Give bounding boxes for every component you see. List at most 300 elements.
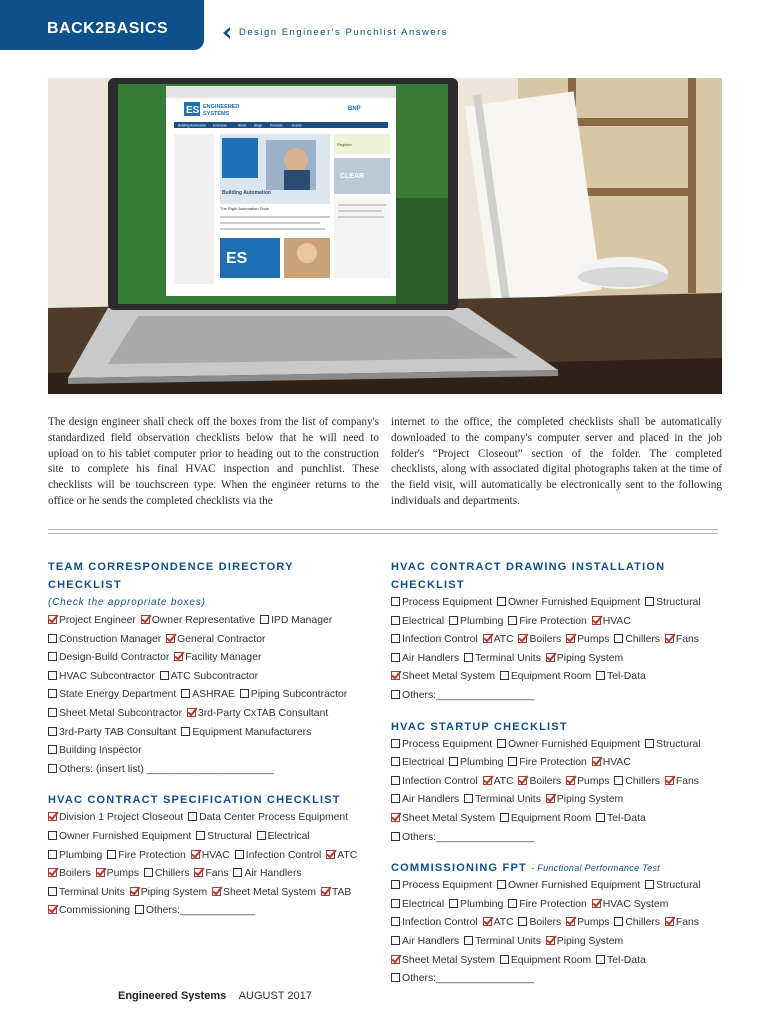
checkbox-icon[interactable] — [645, 739, 654, 748]
checkbox-icon[interactable] — [391, 776, 400, 785]
checklist-item-label: Owner Representative — [151, 615, 256, 626]
checklist-item[interactable] — [188, 812, 348, 823]
screen-nav-2: Enclosure — [213, 123, 228, 128]
checklist-item[interactable] — [48, 615, 136, 626]
checklist-item-label: Others:_____________ — [145, 905, 256, 917]
checkbox-icon[interactable] — [135, 905, 144, 914]
checklist-item[interactable] — [518, 776, 561, 787]
checked-checkbox-icon[interactable] — [48, 868, 57, 877]
commissioning-subtitle: - Functional Performance Test — [531, 863, 661, 874]
checkbox-icon[interactable] — [391, 597, 400, 606]
checkbox-icon[interactable] — [500, 955, 509, 964]
checkbox-icon[interactable] — [235, 850, 244, 859]
checked-checkbox-icon[interactable] — [326, 850, 335, 859]
page-subtitle: Design Engineer's Punchlist Answers — [239, 27, 449, 38]
checklist-item[interactable] — [233, 868, 301, 879]
checkbox-icon[interactable] — [48, 850, 57, 859]
checklist-item[interactable] — [614, 776, 660, 787]
section-tab — [0, 0, 204, 50]
checklist-item-label: Air Handlers — [244, 868, 302, 880]
screen-banner-headline: Building Automation — [222, 190, 271, 196]
checked-checkbox-icon[interactable] — [48, 905, 57, 914]
checklist-item[interactable] — [181, 689, 235, 700]
checklist-item[interactable] — [391, 616, 444, 627]
checked-checkbox-icon[interactable] — [546, 936, 555, 945]
team-checklist-items — [48, 612, 370, 779]
checked-checkbox-icon[interactable] — [483, 917, 492, 926]
checkbox-icon[interactable] — [500, 671, 509, 680]
checkbox-icon[interactable] — [614, 917, 623, 926]
checklist-item-label: Owner Furnished Equipment — [508, 597, 641, 608]
checked-checkbox-icon[interactable] — [566, 776, 575, 785]
checklist-item-label: Terminal Units — [475, 652, 541, 664]
checkbox-icon[interactable] — [645, 880, 654, 889]
checklist-item-label: Data Center Process Equipment — [199, 812, 349, 824]
checklist-item[interactable] — [464, 653, 541, 664]
checklist-item-label: Structural — [656, 738, 701, 750]
checked-checkbox-icon[interactable] — [483, 634, 492, 643]
checked-checkbox-icon[interactable] — [546, 794, 555, 803]
checklist-item[interactable] — [141, 615, 255, 626]
checklist-item[interactable] — [483, 776, 514, 787]
checklist-item[interactable] — [240, 689, 347, 700]
checklist-item[interactable] — [665, 776, 699, 787]
checkbox-icon[interactable] — [464, 794, 473, 803]
checklist-item-label: Construction Manager — [59, 633, 162, 645]
section-divider — [48, 529, 718, 530]
checkbox-icon[interactable] — [188, 812, 197, 821]
checked-checkbox-icon[interactable] — [321, 887, 330, 896]
checklist-item-label: Facility Manager — [185, 652, 262, 664]
checklist-item[interactable] — [48, 887, 125, 898]
checklist-item[interactable] — [48, 850, 102, 861]
checked-checkbox-icon[interactable] — [212, 887, 221, 896]
checklist-item[interactable] — [596, 671, 646, 682]
checkbox-icon[interactable] — [508, 616, 517, 625]
checklist-item[interactable] — [160, 671, 259, 682]
intro-paragraph-right: internet to the office, the completed checklists shall be automatically downloaded to the company's computer server and placed in the job folder's “Project Closeout” section of the folder. The completed checklists, along with associated digital photographs taken at the time of the field visit, will automatically be electronically sent to the following individuals and departments. — [391, 416, 722, 507]
checklist-item[interactable] — [546, 936, 623, 947]
checkbox-icon[interactable] — [497, 880, 506, 889]
checklist-item[interactable] — [391, 671, 495, 682]
checkbox-icon[interactable] — [260, 615, 269, 624]
checklist-item[interactable] — [665, 917, 699, 928]
checked-checkbox-icon[interactable] — [483, 776, 492, 785]
checklist-item-label: State Energy Department — [59, 689, 177, 701]
checklist-item-label: Fire Protection — [519, 615, 587, 627]
screen-nav-5: Products — [270, 123, 283, 128]
checklist-item-label: Plumbing — [460, 898, 504, 910]
checklist-item[interactable] — [48, 905, 130, 916]
checklist-item-label: Air Handlers — [402, 935, 460, 947]
checked-checkbox-icon[interactable] — [48, 812, 57, 821]
checklist-item[interactable] — [566, 634, 609, 645]
checkbox-icon[interactable] — [645, 597, 654, 606]
checked-checkbox-icon[interactable] — [96, 868, 105, 877]
checked-checkbox-icon[interactable] — [391, 813, 400, 822]
checklist-item[interactable] — [391, 690, 534, 701]
checkbox-icon[interactable] — [614, 776, 623, 785]
checked-checkbox-icon[interactable] — [592, 616, 601, 625]
checkbox-icon[interactable] — [48, 652, 57, 661]
checklist-item[interactable] — [391, 634, 478, 645]
checklist-item[interactable] — [464, 936, 541, 947]
checklist-item-label: Tel-Data — [607, 812, 646, 824]
checked-checkbox-icon[interactable] — [391, 671, 400, 680]
checkbox-icon[interactable] — [48, 764, 57, 773]
checklist-item[interactable] — [391, 597, 492, 608]
checklist-item[interactable] — [96, 868, 139, 879]
checkbox-icon[interactable] — [48, 887, 57, 896]
checkbox-icon[interactable] — [449, 757, 458, 766]
checklist-item[interactable] — [212, 887, 316, 898]
checkbox-icon[interactable] — [449, 616, 458, 625]
checkbox-icon[interactable] — [449, 899, 458, 908]
checklist-item[interactable] — [645, 739, 700, 750]
checklist-item[interactable] — [391, 899, 444, 910]
checklist-item-label: Equipment Manufacturers — [192, 726, 312, 738]
checklist-item[interactable] — [508, 757, 587, 768]
checklist-item[interactable] — [391, 757, 444, 768]
checklist-item-label: Structural — [207, 830, 252, 842]
checkbox-icon[interactable] — [391, 917, 400, 926]
checklist-item-label: Others:_________________ — [402, 831, 535, 843]
spec-checklist-items — [48, 809, 370, 921]
checklist-item-label: Others:_________________ — [402, 973, 535, 985]
checkbox-icon[interactable] — [107, 850, 116, 859]
checklist-item[interactable] — [194, 868, 228, 879]
checklist-item[interactable] — [391, 813, 495, 824]
checklist-item-label: Owner Furnished Equipment — [508, 738, 641, 750]
checklist-item[interactable] — [235, 850, 322, 861]
checkbox-icon[interactable] — [391, 973, 400, 982]
checklist-item-label: Sheet Metal System — [223, 886, 317, 898]
checkbox-icon[interactable] — [464, 653, 473, 662]
checkbox-icon[interactable] — [391, 880, 400, 889]
checklist-item[interactable] — [483, 917, 514, 928]
checklist-item-label: Others: (insert list) ______________________ — [59, 763, 274, 775]
checked-checkbox-icon[interactable] — [518, 776, 527, 785]
checklist-item[interactable] — [497, 597, 640, 608]
chevron-left-icon — [220, 26, 234, 40]
checklist-item[interactable] — [321, 887, 351, 898]
checklist-item[interactable] — [592, 616, 631, 627]
checklist-item[interactable] — [48, 764, 274, 775]
checklist-item-label: Boilers — [529, 917, 562, 929]
checkbox-icon[interactable] — [500, 813, 509, 822]
checkbox-icon[interactable] — [48, 689, 57, 698]
checklist-item-label: Sheet Metal System — [402, 671, 495, 683]
checkbox-icon[interactable] — [464, 936, 473, 945]
checkbox-icon[interactable] — [508, 899, 517, 908]
checklist-item-label: Fire Protection — [519, 898, 587, 910]
checklist-item-label: Owner Furnished Equipment — [508, 880, 641, 892]
laptop-photo — [48, 78, 722, 394]
checkbox-icon[interactable] — [518, 917, 527, 926]
checklist-item[interactable] — [497, 739, 640, 750]
checkbox-icon[interactable] — [391, 616, 400, 625]
checklist-item[interactable] — [48, 689, 176, 700]
checked-checkbox-icon[interactable] — [546, 653, 555, 662]
checked-checkbox-icon[interactable] — [518, 634, 527, 643]
checklist-item-label: IPD Manager — [271, 615, 333, 626]
checkbox-icon[interactable] — [596, 955, 605, 964]
checklist-item[interactable] — [391, 936, 459, 947]
checklist-item-label: Tel-Data — [607, 954, 646, 966]
checklist-item-label: Fans — [205, 868, 229, 880]
checklist-item[interactable] — [181, 727, 311, 738]
checklist-item-label: Air Handlers — [402, 652, 460, 664]
checkbox-icon[interactable] — [233, 868, 242, 877]
checklist-item[interactable] — [592, 899, 669, 910]
checklist-item-label: Others:_________________ — [402, 689, 535, 701]
screen-article-headline: The Right Automation Tools — [220, 206, 269, 211]
checklist-item-label: Fans — [675, 775, 700, 787]
checklist-item[interactable] — [174, 652, 261, 663]
checklist-item-label: Boilers — [529, 634, 562, 646]
checklist-item[interactable] — [508, 616, 587, 627]
screen-nav-6: Events — [292, 123, 302, 128]
checklist-item[interactable] — [508, 899, 587, 910]
checkbox-icon[interactable] — [497, 739, 506, 748]
checklist-item[interactable] — [546, 653, 623, 664]
checklist-item[interactable] — [48, 708, 182, 719]
checklist-item[interactable] — [500, 813, 591, 824]
screen-nav-1: Building Automation — [178, 123, 207, 128]
checklist-item-label: Pumps — [577, 917, 610, 929]
checkbox-icon[interactable] — [391, 899, 400, 908]
checkbox-icon[interactable] — [48, 708, 57, 717]
checklist-item-label: ATC — [493, 775, 514, 787]
checklist-item-label: ATC — [493, 634, 514, 646]
checklist-item[interactable] — [497, 880, 640, 891]
checked-checkbox-icon[interactable] — [391, 955, 400, 964]
checklist-item-label: Pumps — [577, 775, 610, 787]
checklist-item[interactable] — [645, 880, 700, 891]
checked-checkbox-icon[interactable] — [141, 615, 150, 624]
checkbox-icon[interactable] — [257, 831, 266, 840]
checkbox-icon[interactable] — [160, 671, 169, 680]
checklist-item[interactable] — [449, 616, 503, 627]
checklist-item-label: Pumps — [577, 634, 610, 646]
checkbox-icon[interactable] — [144, 868, 153, 877]
checkbox-icon[interactable] — [196, 831, 205, 840]
checked-checkbox-icon[interactable] — [592, 899, 601, 908]
checklist-item-label: Design-Build Contractor — [59, 652, 170, 664]
checklist-item[interactable] — [546, 794, 623, 805]
checklist-item-label: Process Equipment — [402, 880, 493, 892]
checklist-item-label: HVAC — [201, 849, 230, 861]
checklist-item[interactable] — [48, 671, 155, 682]
checklist-item-label: Equipment Room — [510, 671, 592, 683]
screen-logo-word-1: ENGINEERED — [203, 104, 240, 110]
checklist-item-label: Infection Control — [245, 849, 322, 861]
checkbox-icon[interactable] — [48, 745, 57, 754]
section-title: BACK2BASICS — [47, 20, 169, 37]
checklist-item[interactable] — [48, 652, 169, 663]
checkbox-icon[interactable] — [391, 634, 400, 643]
checklist-item[interactable] — [566, 917, 609, 928]
checklist-item-label: HVAC System — [602, 898, 669, 910]
screen-side-banner: CLEAR — [340, 173, 365, 180]
checklist-item-label: Infection Control — [402, 775, 478, 787]
checked-checkbox-icon[interactable] — [191, 850, 200, 859]
checklist-item-label: Piping Subcontractor — [250, 689, 348, 701]
checklist-item[interactable] — [518, 634, 561, 645]
commissioning-checklist-items — [391, 877, 723, 989]
checklist-item-label: Electrical — [267, 830, 310, 842]
checklist-item[interactable] — [464, 794, 541, 805]
checklist-item-label: Process Equipment — [402, 738, 493, 750]
checklist-item[interactable] — [326, 850, 357, 861]
checklist-item-label: Boilers — [529, 775, 562, 787]
checklist-item-label: Plumbing — [460, 615, 504, 627]
checklist-item-label: Chillers — [625, 917, 661, 929]
checked-checkbox-icon[interactable] — [194, 868, 203, 877]
checklist-item[interactable] — [391, 917, 478, 928]
checklist-item[interactable] — [391, 739, 492, 750]
checklist-item[interactable] — [130, 887, 207, 898]
checkbox-icon[interactable] — [391, 832, 400, 841]
checklist-item[interactable] — [135, 905, 255, 916]
commissioning-checklist-title — [391, 859, 723, 877]
checkbox-icon[interactable] — [181, 689, 190, 698]
checklist-item-label: ATC — [337, 849, 358, 861]
checkbox-icon[interactable] — [508, 757, 517, 766]
checked-checkbox-icon[interactable] — [665, 917, 674, 926]
checklist-item-label: Commissioning — [59, 905, 131, 917]
checklist-item[interactable] — [645, 597, 700, 608]
checklist-item-label: Piping System — [140, 886, 208, 898]
checklist-item-label: Terminal Units — [475, 794, 541, 806]
checklist-item[interactable] — [391, 776, 478, 787]
checklist-item[interactable] — [191, 850, 230, 861]
checklist-item[interactable] — [483, 634, 514, 645]
checkbox-icon[interactable] — [391, 690, 400, 699]
checkbox-icon[interactable] — [614, 634, 623, 643]
intro-paragraph-left: The design engineer shall check off the boxes from the list of company's standardized field observation checklists below that he will need to upload on to his tablet computer prior to heading out to the construction site to complete his final HVAC inspection and punchlist. These checklists will be touchscreen type. When the engineer returns to the office or he sends the completed checklists via the — [48, 416, 379, 507]
checkbox-icon[interactable] — [391, 757, 400, 766]
screen-nav-3: News — [238, 123, 246, 128]
checklist-item[interactable] — [449, 899, 503, 910]
checked-checkbox-icon[interactable] — [166, 634, 175, 643]
checklist-item[interactable] — [257, 831, 310, 842]
checked-checkbox-icon[interactable] — [665, 634, 674, 643]
checklist-item[interactable] — [391, 973, 534, 984]
checked-checkbox-icon[interactable] — [566, 634, 575, 643]
checked-checkbox-icon[interactable] — [566, 917, 575, 926]
checklist-item-label: HVAC — [602, 757, 631, 769]
checklist-item[interactable] — [566, 776, 609, 787]
checked-checkbox-icon[interactable] — [174, 652, 183, 661]
checkbox-icon[interactable] — [48, 727, 57, 736]
screen-bnp-logo: BNP — [348, 106, 361, 112]
checklist-item[interactable] — [391, 880, 492, 891]
checkbox-icon[interactable] — [48, 831, 57, 840]
checklist-item[interactable] — [166, 634, 265, 645]
checkbox-icon[interactable] — [48, 634, 57, 643]
checklist-item-label: Fire Protection — [118, 849, 186, 861]
startup-checklist-items — [391, 736, 723, 848]
checklist-item[interactable] — [518, 917, 561, 928]
checklist-item-label: Infection Control — [402, 634, 478, 646]
checked-checkbox-icon[interactable] — [592, 757, 601, 766]
checklist-item-label: Owner Furnished Equipment — [59, 830, 192, 842]
checklist-item[interactable] — [596, 813, 646, 824]
checkbox-icon[interactable] — [240, 689, 249, 698]
checkbox-icon[interactable] — [596, 813, 605, 822]
drawing-checklist-items — [391, 594, 723, 706]
checklist-item[interactable] — [391, 955, 495, 966]
checklist-item-label: Chillers — [154, 868, 190, 880]
checklist-item-label: Tel-Data — [607, 671, 646, 683]
checklist-item-label: General Contractor — [177, 633, 266, 645]
checkbox-icon[interactable] — [391, 794, 400, 803]
checked-checkbox-icon[interactable] — [130, 887, 139, 896]
checklist-item-label: 3rd-Party CxTAB Consultant — [197, 707, 329, 719]
footer-date: AUGUST 2017 — [238, 990, 312, 1002]
checkbox-icon[interactable] — [391, 936, 400, 945]
checkbox-icon[interactable] — [391, 739, 400, 748]
checklist-item-label: Plumbing — [59, 849, 103, 861]
screen-side-promo: Register — [337, 142, 352, 147]
checklist-item[interactable] — [48, 831, 191, 842]
checklist-item[interactable] — [187, 708, 328, 719]
checklist-item[interactable] — [48, 727, 176, 738]
checklist-item-label: Process Equipment — [402, 597, 493, 608]
checked-checkbox-icon[interactable] — [665, 776, 674, 785]
checklist-item[interactable] — [449, 757, 503, 768]
checklist-item[interactable] — [260, 615, 332, 626]
screen-nav-4: Blogs — [254, 123, 262, 128]
checklist-item[interactable] — [391, 794, 459, 805]
checklist-item[interactable] — [48, 812, 183, 823]
checklist-item-label: ATC Subcontractor — [170, 670, 259, 682]
checklist-item[interactable] — [614, 634, 660, 645]
checklist-item[interactable] — [48, 634, 161, 645]
checklist-item[interactable] — [500, 671, 591, 682]
checklist-item-label: Electrical — [402, 757, 445, 769]
checklist-item[interactable] — [596, 955, 646, 966]
checklist-item[interactable] — [48, 868, 91, 879]
checklist-item[interactable] — [196, 831, 251, 842]
checklist-item-label: Chillers — [625, 634, 661, 646]
checked-checkbox-icon[interactable] — [187, 708, 196, 717]
checklist-item[interactable] — [500, 955, 591, 966]
checklist-item[interactable] — [665, 634, 699, 645]
checkbox-icon[interactable] — [48, 671, 57, 680]
checked-checkbox-icon[interactable] — [48, 615, 57, 624]
checkbox-icon[interactable] — [391, 653, 400, 662]
checkbox-icon[interactable] — [596, 671, 605, 680]
checklist-item[interactable] — [592, 757, 631, 768]
checkbox-icon[interactable] — [497, 597, 506, 606]
page-footer — [118, 990, 312, 1002]
checklist-item-label: Boilers — [59, 868, 91, 880]
checklist-item-label: Fire Protection — [519, 757, 587, 769]
checklist-item-label: Sheet Metal System — [402, 812, 495, 824]
checklist-item[interactable] — [391, 653, 459, 664]
checklist-item[interactable] — [614, 917, 660, 928]
checklist-item[interactable] — [144, 868, 190, 879]
checklist-item-label: Piping System — [556, 794, 624, 806]
checklist-item[interactable] — [107, 850, 186, 861]
checklist-item[interactable] — [391, 832, 534, 843]
startup-checklist-title: HVAC STARTUP CHECKLIST — [391, 720, 568, 733]
checkbox-icon[interactable] — [181, 727, 190, 736]
checklist-column-right — [391, 558, 723, 989]
checklist-item[interactable] — [48, 745, 142, 756]
